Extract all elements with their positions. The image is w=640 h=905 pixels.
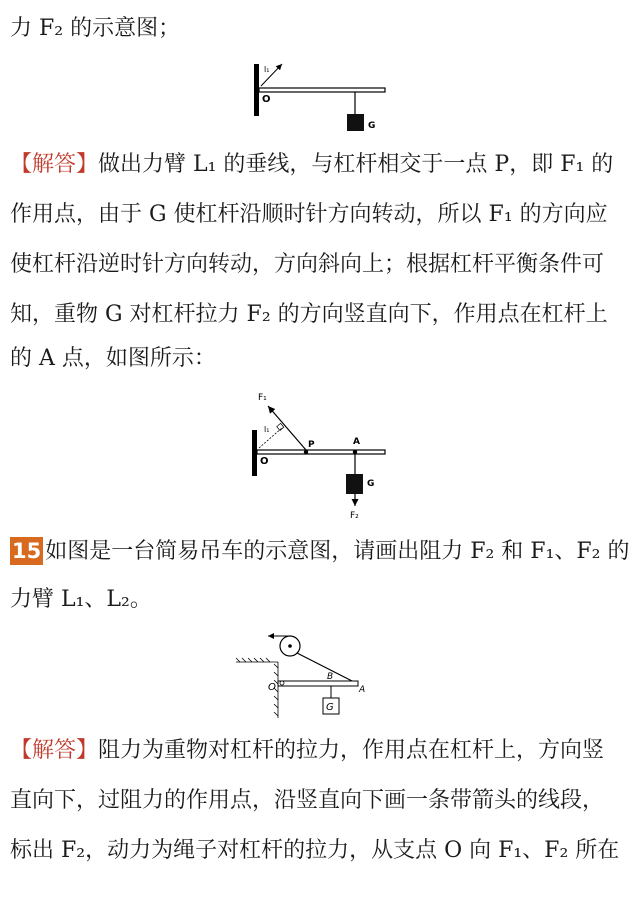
text-line-4 xyxy=(10,300,635,330)
question-number-badge: 15 xyxy=(12,539,42,563)
label-g: G xyxy=(368,121,376,131)
text-l2: 作用点，由于 G 使杠杆沿顺时针方向转动，所以 F₁ 的方向应 xyxy=(10,202,608,227)
text-q15-l1: 如图是一台简易吊车的示意图，请画出阻力 F₂ 和 F₁、F₂ 的 xyxy=(45,539,630,564)
answer-label-2: 【解答】 xyxy=(10,738,99,763)
text-a2-l3: 标出 F₂，动力为绳子对杠杆的拉力，从支点 O 向 F₁、F₂ 所在 xyxy=(10,838,620,863)
label-b: B xyxy=(327,672,334,682)
text-a2-l1: 阻力为重物对杠杆的拉力，作用点在杠杆上，方向竖 xyxy=(98,738,605,763)
label-g: G xyxy=(326,702,334,713)
lever-bar xyxy=(259,88,385,92)
figure-2-lever-solution xyxy=(240,386,400,520)
label-p: P xyxy=(308,440,315,450)
text-line-a2-1 xyxy=(10,736,635,766)
label-o: O xyxy=(260,456,269,467)
text-line-0 xyxy=(10,14,635,44)
label-a: A xyxy=(353,437,360,447)
figure-1-lever-diagram xyxy=(240,58,400,138)
label-a: A xyxy=(359,685,366,695)
text-line-5 xyxy=(10,344,635,374)
label-l1: l₁ xyxy=(264,65,270,74)
text-l0: 力 F₂ 的示意图； xyxy=(10,16,181,41)
wall xyxy=(254,64,259,116)
label-f2: F₂ xyxy=(350,511,359,520)
text-line-a2-3 xyxy=(10,836,635,866)
text-l5: 的 A 点，如图所示： xyxy=(10,346,216,371)
lever-bar xyxy=(278,681,358,686)
force-f1-arrow xyxy=(268,406,306,450)
pivot-o xyxy=(280,681,284,685)
lever-bar xyxy=(257,450,385,454)
text-q15-l2: 力臂 L₁、L₂。 xyxy=(10,587,152,612)
weight-block xyxy=(346,474,363,494)
label-l1: l₁ xyxy=(264,425,270,434)
text-line-2 xyxy=(10,200,635,230)
label-g: G xyxy=(367,479,375,489)
answer-label: 【解答】 xyxy=(10,152,99,177)
pulley-axle xyxy=(288,644,292,648)
point-p xyxy=(304,450,308,454)
text-l3: 使杠杆沿逆时针方向转动，方向斜向上；根据杠杆平衡条件可 xyxy=(10,252,605,277)
text-l4: 知，重物 G 对杠杆拉力 F₂ 的方向竖直向下，作用点在杠杆上 xyxy=(10,302,608,327)
text-line-a2-2 xyxy=(10,786,635,816)
weight-block xyxy=(347,114,364,131)
text-line-q15-1 xyxy=(10,537,635,567)
label-o: O xyxy=(262,94,271,105)
text-line-q15-2 xyxy=(10,585,635,615)
text-a2-l2: 直向下，过阻力的作用点，沿竖直向下画一条带箭头的线段， xyxy=(10,788,605,813)
wall xyxy=(252,430,257,476)
text-line-1 xyxy=(10,150,635,180)
text-line-3 xyxy=(10,250,635,280)
figure-3-crane-diagram xyxy=(234,628,384,722)
label-f1: F₁ xyxy=(258,393,267,403)
text-l1: 做出力臂 L₁ 的垂线，与杠杆相交于一点 P，即 F₁ 的 xyxy=(98,152,614,177)
label-o: O xyxy=(268,682,276,693)
point-a xyxy=(353,450,357,454)
